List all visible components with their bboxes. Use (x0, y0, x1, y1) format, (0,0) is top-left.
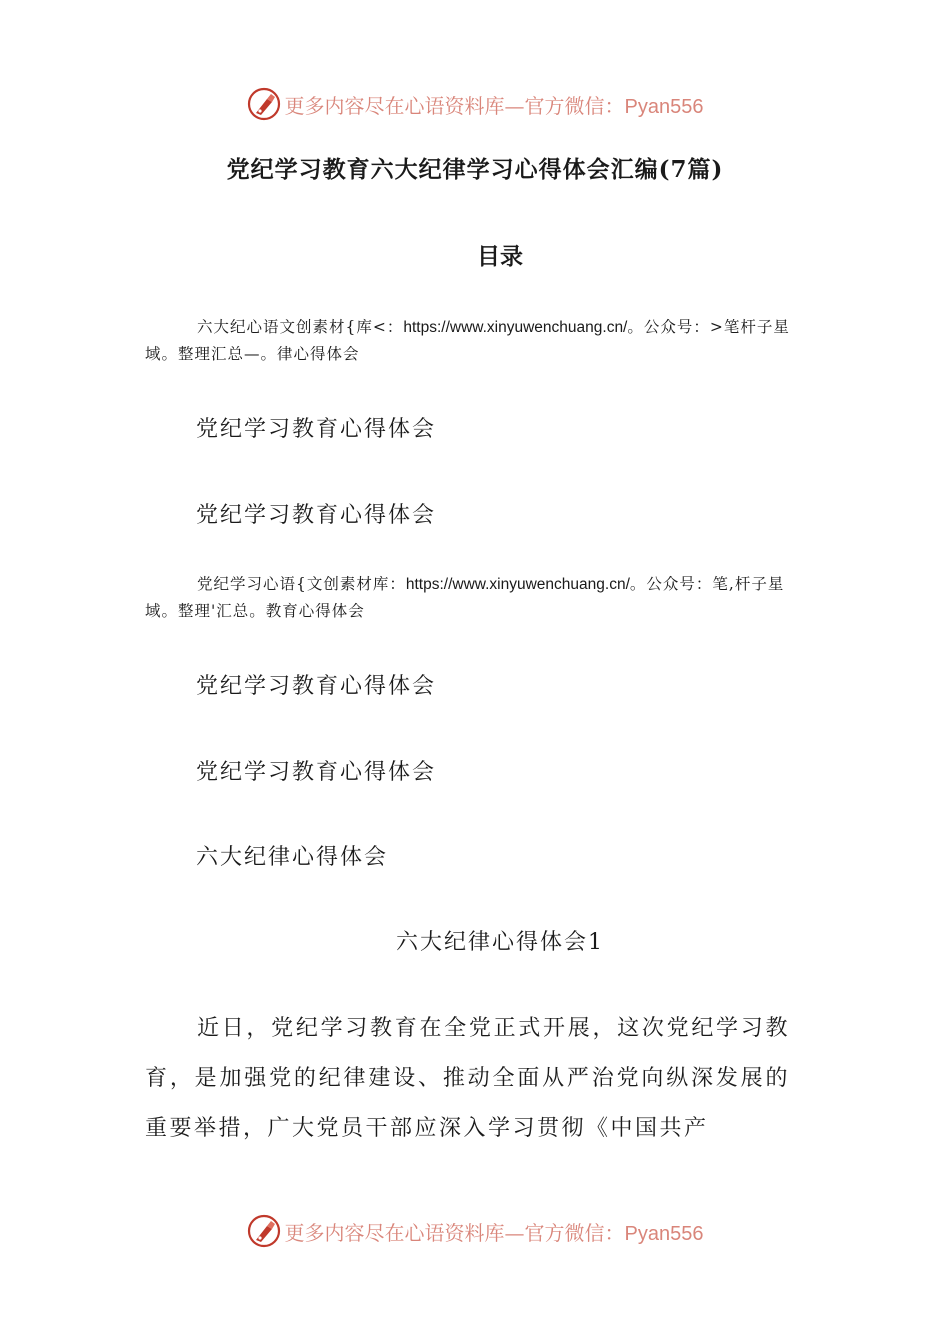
toc-note: 六大纪心语文创素材{库<：https://www.xinyuwenchuang.cn/。公众号：>笔杆子星域。整理汇总—。律心得体会 (145, 318, 790, 363)
watermark-banner-bottom (0, 1211, 950, 1251)
toc-note-url[interactable]: https://www.xinyuwenchuang.cn/ (403, 319, 628, 336)
toc-item[interactable]: 党纪学习教育心得体会 (196, 760, 437, 785)
toc-note: 党纪学习心语{文创素材库：https://www.xinyuwenchuang.cn/。公众号：笔,杆子星域。整理'汇总。教育心得体会 (145, 575, 785, 620)
document-title: 党纪学习教育六大纪律学习心得体会汇编(7篇) (226, 156, 724, 183)
pen-nib-logo-icon (247, 1214, 281, 1248)
toc-item[interactable]: 党纪学习教育心得体会 (196, 503, 437, 528)
watermark-text: 更多内容尽在心语资料库—官方微信：Pyan556 (284, 1220, 704, 1245)
section-heading: 六大纪律心得体会1 (396, 930, 604, 955)
body-paragraph: 近日，党纪学习教育在全党正式开展，这次党纪学习教育，是加强党的纪律建设、推动全面从严治党向纵深发展的重要举措，广大党员干部应深入学习贯彻《中国共产 (145, 1016, 790, 1141)
toc-title: 目录 (477, 243, 523, 270)
watermark-text: 更多内容尽在心语资料库—官方微信：Pyan556 (284, 93, 704, 118)
toc-item[interactable]: 六大纪律心得体会 (196, 845, 389, 870)
pen-nib-logo-icon (247, 87, 281, 121)
toc-item[interactable]: 党纪学习教育心得体会 (196, 417, 437, 442)
toc-item[interactable]: 党纪学习教育心得体会 (196, 674, 437, 699)
toc-note-url[interactable]: https://www.xinyuwenchuang.cn/ (405, 576, 630, 593)
watermark-banner-top (0, 84, 950, 124)
